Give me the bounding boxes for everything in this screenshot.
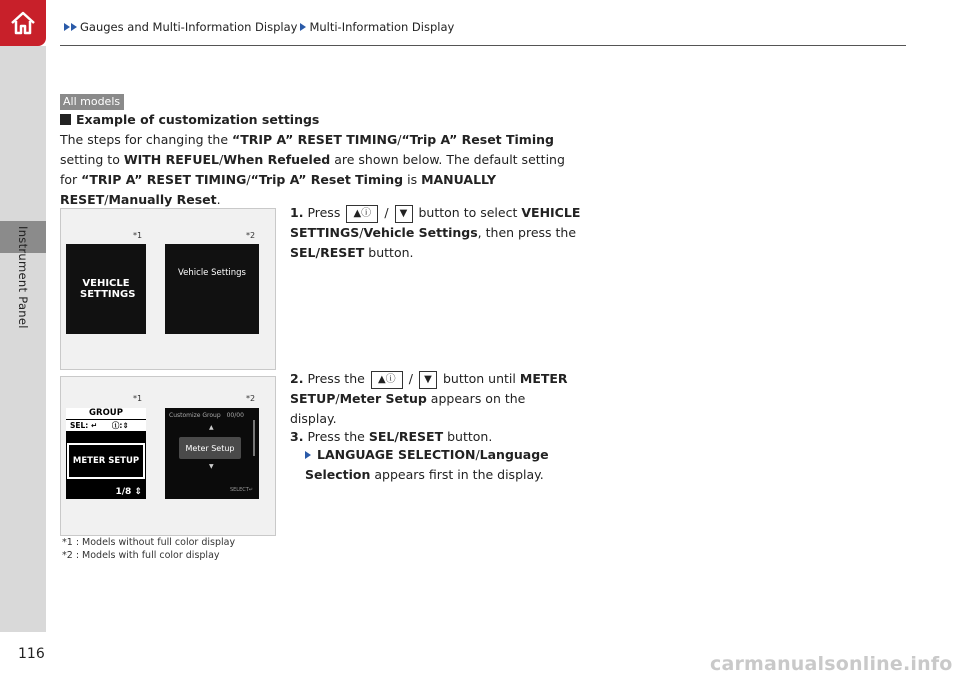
step-3-result: LANGUAGE SELECTION/Language Selection appears first in the display. [305, 447, 549, 482]
scrollbar [253, 420, 255, 456]
enter-icon: ↵ [90, 421, 98, 430]
intro-paragraph: The steps for changing the “TRIP A” RESET TIMING/“Trip A” Reset Timing setting to WITH REFUEL/When Refueled are shown below. The default setting for “TRIP A” RESET TIMING/“Trip A” Reset Timing is MANUALLY RESET/Manually Reset. [60, 132, 565, 207]
up-arrow-icon: ▲ [209, 424, 214, 431]
enter-icon: ↵ [248, 487, 253, 493]
section-subheading: Example of customization settings [60, 112, 319, 127]
footnote-1: *1 : Models without full color display [62, 537, 236, 548]
up-info-button-icon: ▲ⓘ [346, 205, 378, 223]
footnote-mark-1: *1 [133, 394, 143, 403]
footnote-mark-2: *2 [246, 394, 256, 403]
bullet-square-icon [60, 114, 71, 125]
step-1: 1. Press ▲ⓘ / ▼ button to select VEHICLE SETTINGS/Vehicle Settings, then press the SEL/RESET button. [290, 205, 581, 260]
sidebar [0, 46, 46, 632]
breadcrumb-link-gauges[interactable]: Gauges and Multi-Information Display [80, 20, 298, 34]
footnote-mark-1: *1 [133, 231, 143, 240]
down-button-icon: ▼ [395, 205, 413, 223]
meter-setup-illustration [60, 376, 276, 536]
basic-display-screen: GROUP SEL: ↵ ⓘ:⇕ METER SETUP 1/8 ⇕ [66, 408, 146, 499]
step-3: 3. Press the SEL/RESET button. [290, 429, 493, 444]
header-rule [60, 45, 906, 46]
sidebar-chapter-label: Instrument Panel [16, 226, 30, 329]
basic-display-screen: VEHICLE SETTINGS [66, 244, 146, 334]
vehicle-settings-illustration [60, 208, 276, 370]
breadcrumb-link-mid[interactable]: Multi-Information Display [309, 20, 455, 34]
info-icon: ⓘ:⇕ [111, 421, 129, 430]
footnote-2: *2 : Models with full color display [62, 550, 220, 561]
watermark: carmanualsonline.info [710, 653, 953, 675]
breadcrumb [64, 20, 454, 34]
footnote-mark-2: *2 [246, 231, 256, 240]
all-models-badge: All models [60, 94, 124, 110]
page-number: 116 [18, 646, 45, 662]
breadcrumb-arrow-icon [300, 23, 306, 31]
home-icon [8, 8, 38, 38]
up-down-icon: ⇕ [134, 487, 142, 497]
color-display-screen: Customize Group 00/00 ▲ Meter Setup ▼ SELECT↵ [165, 408, 259, 499]
up-info-button-icon: ▲ⓘ [371, 371, 403, 389]
breadcrumb-arrow-icon [71, 23, 77, 31]
color-display-screen: Vehicle Settings [165, 244, 259, 334]
result-arrow-icon [305, 451, 311, 459]
home-button[interactable] [0, 0, 46, 46]
breadcrumb-arrow-icon [64, 23, 70, 31]
step-2: 2. Press the ▲ⓘ / ▼ button until METER SETUP/Meter Setup appears on the display. [290, 371, 568, 426]
down-button-icon: ▼ [419, 371, 437, 389]
down-arrow-icon: ▼ [209, 463, 214, 470]
